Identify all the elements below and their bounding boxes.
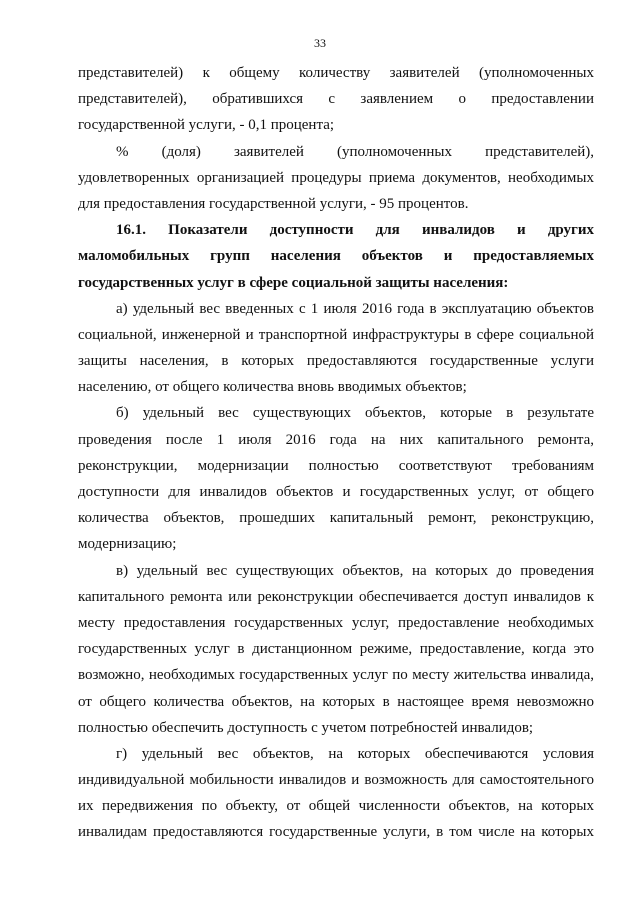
text-line: для предоставления государственной услуги, - 95 процентов. <box>78 195 469 212</box>
text-line: государственной услуги, - 0,1 процента; <box>78 117 335 134</box>
text-line: защиты населения, в которых предоставляются государственные услуги <box>78 353 594 370</box>
page-number: 33 <box>314 36 326 50</box>
text-line: маломобильных групп населения объектов и предоставляемых <box>78 248 594 265</box>
text-line: возможно, необходимых государственных услуг по месту жительства инвалида, <box>78 667 594 684</box>
text-line: представителей) к общему количеству заявителей (уполномоченных <box>78 65 594 81</box>
text-line: г) удельный вес объектов, на которых обеспечиваются условия <box>116 745 594 762</box>
text-line: государственных услуг в сфере социальной защиты населения: <box>78 274 509 291</box>
text-line: б) удельный вес существующих объектов, которые в результате <box>116 405 594 422</box>
paragraph <box>78 400 594 557</box>
text-line: а) удельный вес введенных с 1 июля 2016 года в эксплуатацию объектов <box>116 300 594 317</box>
text-line: доступности для инвалидов объектов и государственных услуг, от общего <box>78 484 594 500</box>
section-heading <box>78 217 594 296</box>
paragraph <box>78 558 594 741</box>
paragraph <box>78 741 594 846</box>
text-line: модернизацию; <box>78 536 177 553</box>
text-line: полностью обеспечить доступность с учетом потребностей инвалидов; <box>78 719 534 736</box>
text-line: в) удельный вес существующих объектов, на которых до проведения <box>116 562 594 579</box>
paragraph <box>78 296 594 401</box>
paragraph <box>78 60 594 139</box>
text-line: % (доля) заявителей (уполномоченных представителей), <box>116 143 594 160</box>
paragraph <box>78 139 594 218</box>
text-line: от общего количества объектов, на которых в настоящее время невозможно <box>78 693 594 710</box>
text-line: индивидуальной мобильности инвалидов и возможность для самостоятельного <box>78 772 594 789</box>
text-line: инвалидам предоставляются государственные услуги, в том числе на которых <box>78 824 594 841</box>
text-line: государственных услуг в дистанционном режиме, предоставление, когда это <box>78 641 594 658</box>
text-line: населению, от общего количества вновь вводимых объектов; <box>78 379 467 396</box>
text-line: их передвижения по объекту, от общей численности объектов, на которых <box>78 798 594 815</box>
text-line: представителей), обратившихся с заявлением о предоставлении <box>78 91 594 108</box>
text-line: месту предоставления государственных услуг, предоставление необходимых <box>78 614 594 631</box>
text-line: 16.1. Показатели доступности для инвалидов и других <box>116 222 594 239</box>
text-line: социальной, инженерной и транспортной инфраструктуры в сфере социальной <box>78 326 594 343</box>
text-line: капитального ремонта или реконструкции обеспечивается доступ инвалидов к <box>78 588 594 605</box>
text-line: удовлетворенных организацией процедуры приема документов, необходимых <box>78 169 594 186</box>
text-line: количества объектов, прошедших капитальный ремонт, реконструкцию, <box>78 510 594 527</box>
text-line: реконструкции, модернизации полностью соответствуют требованиям <box>78 457 594 474</box>
text-line: проведения после 1 июля 2016 года на них капитального ремонта, <box>78 431 594 448</box>
document-body <box>78 60 594 846</box>
